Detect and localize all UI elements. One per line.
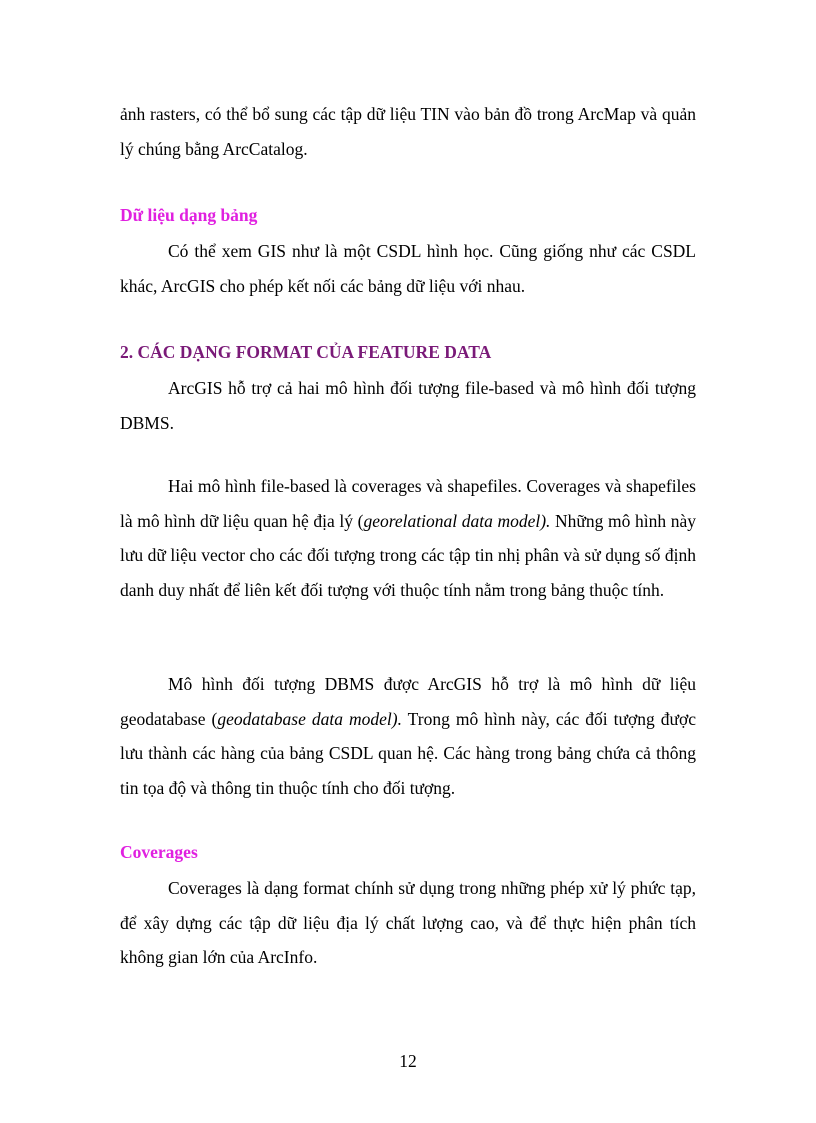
heading-coverages: Coverages — [120, 842, 198, 862]
paragraph-dbms-model — [120, 667, 696, 805]
paragraph-gis-database: Có thể xem GIS như là một CSDL hình học. Cũng giống như các CSDL khác, ArcGIS cho phép kết nối các bảng dữ liệu với nhau. — [120, 241, 696, 296]
page-number: 12 — [399, 1051, 417, 1071]
paragraph-text: Hai mô hình file-based là coverages và shapefiles. Coverages và shapefiles là mô hình dữ liệu quan hệ địa lý ( — [120, 476, 696, 531]
paragraph-text: Trong mô hình này, các đối tượng được lưu thành các hàng của bảng CSDL quan hệ. Các hàng trong bảng chứa cả thông tin tọa độ và thông tin thuộc tính cho đối tượng. — [120, 708, 696, 798]
heading-tabular-data: Dữ liệu dạng bảng — [120, 205, 258, 225]
paragraph-file-based-models — [120, 469, 696, 607]
paragraph-text: Mô hình đối tượng DBMS được ArcGIS hỗ trợ là mô hình dữ liệu geodatabase ( — [120, 674, 696, 729]
paragraph-coverages: Coverages là dạng format chính sử dụng trong những phép xử lý phức tạp, để xây dựng các tập dữ liệu địa lý chất lượng cao, và để thực hiện phân tích không gian lớn của ArcInfo. — [120, 878, 696, 967]
paragraph-raster-tin: ảnh rasters, có thể bổ sung các tập dữ liệu TIN vào bản đồ trong ArcMap và quản lý chúng bằng ArcCatalog. — [120, 104, 696, 159]
paragraph-object-models: ArcGIS hỗ trợ cả hai mô hình đối tượng file-based và mô hình đối tượng DBMS. — [120, 378, 696, 433]
heading-feature-data-formats: 2. CÁC DẠNG FORMAT CỦA FEATURE DATA — [120, 342, 492, 362]
emphasis-georelational: georelational data model). — [363, 510, 551, 531]
paragraph-text: Những mô hình này lưu dữ liệu vector cho các đối tượng trong các tập tin nhị phân và sử dụng số định danh duy nhất để liên kết đối tượng với thuộc tính nằm trong bảng thuộc tính. — [120, 510, 696, 600]
emphasis-geodatabase: geodatabase data model). — [217, 708, 402, 729]
